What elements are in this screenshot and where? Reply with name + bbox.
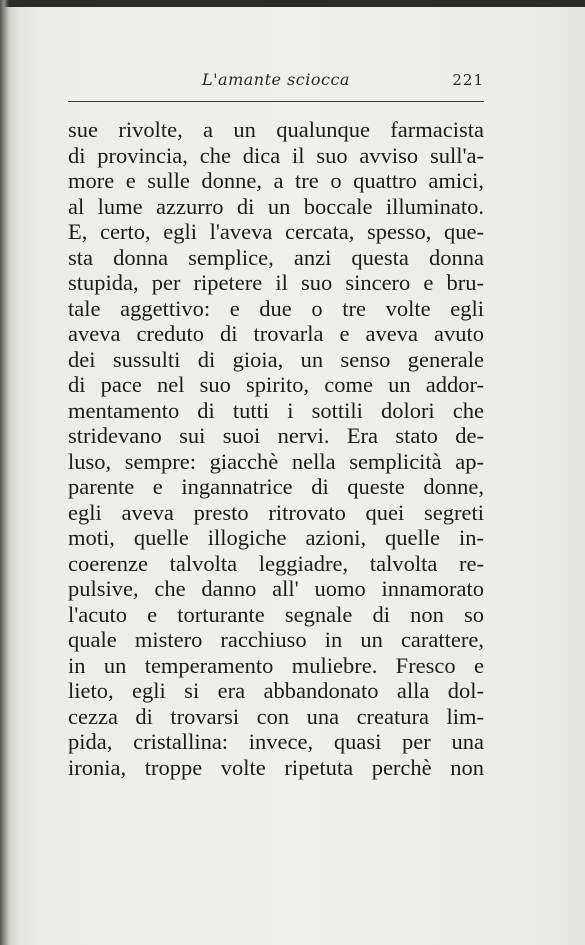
text-line: more e sulle donne, a tre o quattro amici,	[68, 168, 484, 193]
text-line: egli aveva presto ritrovato quei segreti	[68, 499, 484, 525]
text-line: pida, cristallina: invece, quasi per una	[68, 729, 484, 754]
running-title: L'amante sciocca	[202, 70, 350, 89]
text-line: aveva creduto di trovarla e aveva avuto	[68, 321, 484, 346]
page-top-edge	[0, 0, 585, 7]
text-line: di provincia, che dica il suo avviso sull'a-	[68, 142, 484, 168]
text-line: cezza di trovarsi con una creatura lim-	[68, 703, 484, 729]
running-head	[68, 68, 484, 92]
text-line: l'acuto e torturante segnale di non so	[68, 601, 484, 627]
text-line: luso, sempre: giacchè nella semplicità ap-	[68, 448, 484, 474]
text-line: sta donna semplice, anzi questa donna	[68, 244, 484, 270]
text-line: parente e ingannatrice di queste donne,	[68, 474, 484, 499]
text-line: stridevano sui suoi nervi. Era stato de-	[68, 423, 484, 448]
text-line: in un temperamento muliebre. Fresco e	[68, 652, 484, 678]
text-line: lieto, egli si era abbandonato alla dol-	[68, 678, 484, 703]
text-line: quale mistero racchiuso in un carattere,	[68, 627, 484, 652]
text-line: coerenze talvolta leggiadre, talvolta re-	[68, 550, 484, 576]
text-line: mentamento di tutti i sottili dolori che	[68, 397, 484, 423]
page-binding-edge	[0, 0, 9, 945]
text-line: al lume azzurro di un boccale illuminato.	[68, 193, 484, 219]
text-line: di pace nel suo spirito, come un addor-	[68, 372, 484, 397]
text-line: ironia, troppe volte ripetuta perchè non	[68, 754, 484, 780]
page-number: 221	[452, 71, 484, 89]
body-text	[68, 117, 484, 780]
text-line: tale aggettivo: e due o tre volte egli	[68, 295, 484, 321]
text-line: pulsive, che danno all' uomo innamorato	[68, 576, 484, 601]
header-rule	[68, 101, 484, 102]
text-line: moti, quelle illogiche azioni, quelle in-	[68, 525, 484, 550]
text-line: sue rivolte, a un qualunque farmacista	[68, 117, 484, 142]
text-line: stupida, per ripetere il suo sincero e bru-	[68, 270, 484, 295]
text-line: E, certo, egli l'aveva cercata, spesso, que-	[68, 219, 484, 244]
text-line: dei sussulti di gioia, un senso generale	[68, 346, 484, 372]
